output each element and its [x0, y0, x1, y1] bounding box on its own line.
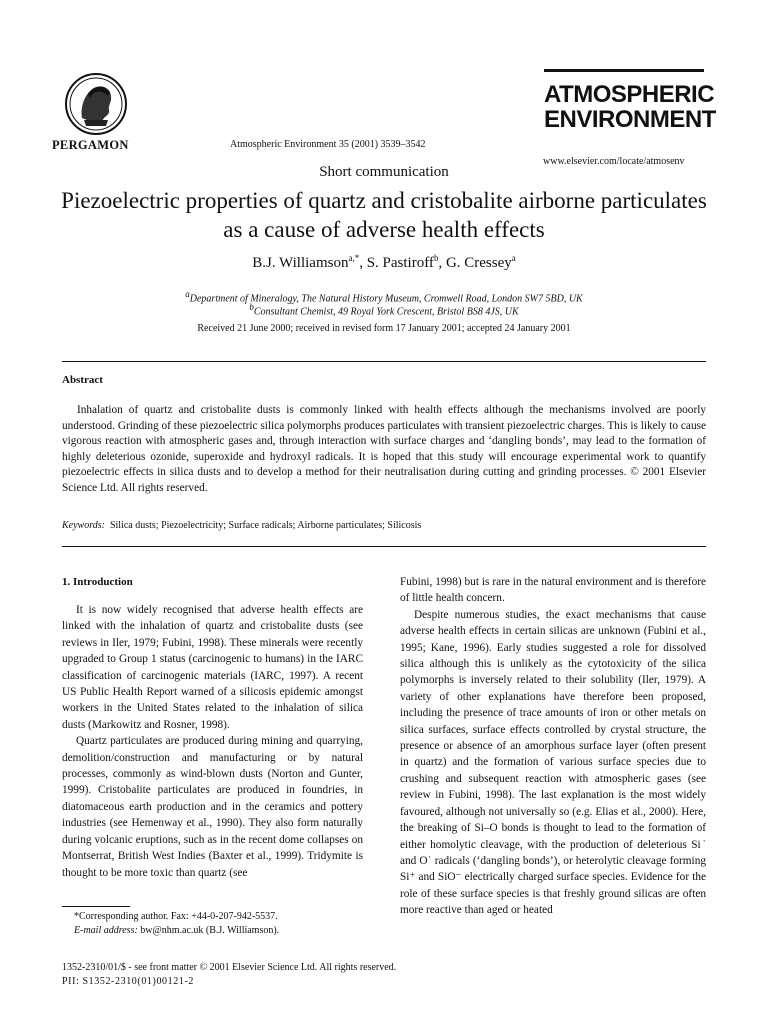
- journal-title-line2: ENVIRONMENT: [544, 106, 716, 133]
- email-note: [62, 925, 363, 936]
- divider: [62, 546, 706, 547]
- footnote-rule: [62, 906, 130, 907]
- body-column-left: [62, 602, 363, 881]
- abstract-heading: Abstract: [62, 374, 103, 386]
- journal-title: [544, 82, 714, 132]
- journal-citation: Atmospheric Environment 35 (2001) 3539–3542: [230, 139, 426, 150]
- divider: [62, 361, 706, 362]
- journal-title-line1: ATMOSPHERIC: [544, 81, 715, 108]
- body-paragraph: It is now widely recognised that adverse health effects are linked with the inhalation of quartz and cristobalite dusts (see reviews in Iler, 1979; Fubini, 1998). These minerals were recently upgraded to Group 1 status (carcinogenic to humans) in the IARC classification of carcinogenic materials (IARC, 1997). A recent US Public Health Report warned of a silicosis epidemic amongst workers in the United States related to the inhalation of silica dusts (Markowitz and Rosner, 1998).: [62, 604, 363, 731]
- author-affiliation-mark: b: [433, 253, 439, 263]
- affiliation-text: Department of Mineralogy, The Natural History Museum, Cromwell Road, London SW7 5BD, UK: [189, 293, 583, 305]
- publisher-logo: [64, 72, 128, 136]
- corresponding-author-note: *Corresponding author. Fax: +44-0-207-942-5537.: [74, 911, 278, 922]
- affiliation-text: Consultant Chemist, 49 Royal York Crescent, Bristol BS8 4JS, UK: [253, 306, 519, 318]
- author-separator: ,: [438, 255, 446, 271]
- publisher-name: PERGAMON: [52, 138, 129, 152]
- author-name: G. Cressey: [445, 255, 512, 271]
- author-list: [0, 253, 768, 272]
- journal-url[interactable]: www.elsevier.com/locate/atmosenv: [543, 156, 685, 167]
- copyright-line: 1352-2310/01/$ - see front matter © 2001 Elsevier Science Ltd. All rights reserved.: [62, 962, 397, 973]
- received-dates: Received 21 June 2000; received in revised form 17 January 2001; accepted 24 January 2001: [197, 323, 571, 334]
- body-paragraph: Despite numerous studies, the exact mechanisms that cause adverse health effects in certain silicas are unknown (Fubini et al., 1995; Kane, 1996). Early studies suggested a role for dissolved silica although this is unlikely as the cytotoxicity of the silica polymorphs is inversely related to their solubility (Iler, 1979). A variety of other explanations have therefore been proposed, including the presence of trace amounts of iron or other metals on silica surfaces, surface effects controlled by crystal structure, the presence or absence of an amorphous surface layer (often present in quartz) and the formation of various surface species due to crushing and subsequent reaction with atmospheric gases (see review in Fubini, 1998). The last explanation is the most widely favoured, although not universally so (e.g. Elias et al., 2000). Here, the breaking of Si–O bonds is thought to lead to the formation of either homolytic cleavage, with the production of deleterious Si˙ and O˙ radicals (‘dangling bonds’), or heterolytic cleavage forming Si⁺ and SiO⁻ electrically charged surface species. Evidence for the role of these surface species is that freshly ground silicas are often more reactive than aged or heated: [400, 608, 706, 917]
- section-heading: 1. Introduction: [62, 576, 133, 588]
- email-label: E-mail address:: [74, 925, 138, 936]
- article-title: Piezoelectric properties of quartz and cristobalite airborne particulates as a cause of adverse health effects: [61, 188, 707, 242]
- pii-line: PII: S1352-2310(01)00121-2: [62, 976, 194, 987]
- author-name: S. Pastiroff: [366, 255, 434, 271]
- keywords-list: Silica dusts; Piezoelectricity; Surface radicals; Airborne particulates; Silicosis: [109, 520, 422, 531]
- affiliation-mark: b: [249, 302, 254, 312]
- keywords: [62, 520, 421, 531]
- body-paragraph: Quartz particulates are produced during mining and quarrying, demolition/construction and manufacturing or by natural processes, commonly as wind-blown dusts (Norton and Gunter, 1999). Cristobalite particulates are produced in foundries, in diatomaceous earth production and in the ceramics and pottery industries (see Hemenway et al., 1990). They also form naturally during volcanic eruptions, such as in the recent dome collapses on Montserrat, British West Indies (Baxter et al., 1999). Tridymite is thought to be more toxic than quartz (see: [62, 735, 363, 879]
- body-column-right: [400, 574, 706, 919]
- abstract-text: Inhalation of quartz and cristobalite dusts is commonly linked with health effects although the mechanisms involved are poorly understood. Grinding of these piezoelectric silica polymorphs produces particulates with transient piezoelectric charges. This is likely to cause vigorous reaction with atmospheric gases and, through interaction with surface charges and ‘dangling bonds’, may lead to the formation of highly deleterious ozonide, superoxide and hydroxyl radicals. It is hoped that this study will encourage experimental work to quantify piezoelectric effects in silica dusts and to develop a method for their neutralisation during cutting and grinding processes. © 2001 Elsevier Science Ltd. All rights reserved.: [62, 404, 706, 494]
- affiliation: [0, 302, 768, 317]
- affiliation-mark: a: [185, 289, 190, 299]
- author-name: B.J. Williamson: [252, 255, 349, 271]
- journal-title-rule: [544, 69, 704, 72]
- email-address[interactable]: bw@nhm.ac.uk (B.J. Williamson).: [140, 925, 280, 936]
- author-affiliation-mark: a: [511, 253, 516, 263]
- body-paragraph: Fubini, 1998) but is rare in the natural environment and is therefore of little health concern.: [400, 576, 706, 605]
- author-affiliation-mark: a,*: [348, 253, 360, 263]
- author-separator: ,: [359, 255, 367, 271]
- article-type: Short communication: [319, 164, 449, 180]
- keywords-label: Keywords:: [62, 520, 105, 531]
